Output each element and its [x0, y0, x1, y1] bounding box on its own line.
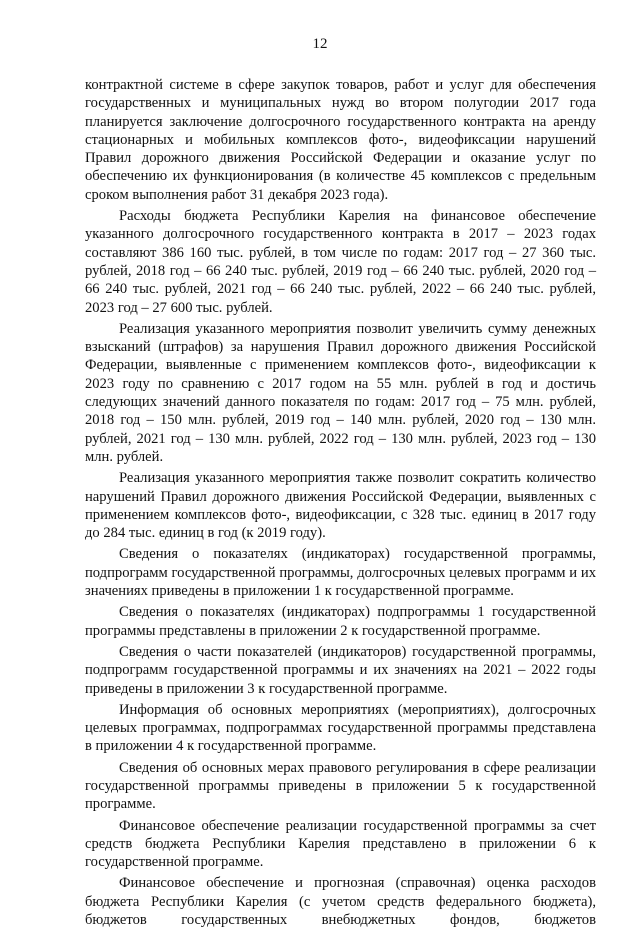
document-body: [85, 76, 596, 932]
paragraph-fines-increase: Реализация указанного мероприятия позволит увеличить сумму денежных взысканий (штрафов) за нарушения Правил дорожного движения Российской Федерации, выявленные с применением комплексов фото-, видеофиксации к 2023 году по сравнению с 2017 годом на 55 млн. рублей в год и достичь следующих значений данного показателя по годам: 2017 год – 75 млн. рублей, 2018 год – 150 млн. рублей, 2019 год – 140 млн. рублей, 2020 год – 130 млн. рублей, 2021 год – 130 млн. рублей, 2022 год – 130 млн. рублей, 2023 год – 130 млн. рублей.: [85, 320, 596, 465]
paragraph-appendix-4: Информация об основных мероприятиях (мероприятиях), долгосрочных целевых программах, подпрограммах государственной программы представлена в приложении 4 к государственной программе.: [85, 701, 596, 755]
paragraph-appendix-1: Сведения о показателях (индикаторах) государственной программы, подпрограмм государственной программы, долгосрочных целевых программ и их значениях приведены в приложении 1 к государственной программе.: [85, 546, 596, 600]
paragraph-forecast-estimate: Финансовое обеспечение и прогнозная (справочная) оценка расходов бюджета Республики Карелия (с учетом средств федерального бюджета), бюджетов государственных внебюджетных фондов, бюджетов: [85, 875, 596, 929]
page-number: 12: [312, 36, 328, 52]
paragraph-budget-expenses: Расходы бюджета Республики Карелия на финансовое обеспечение указанного долгосрочного государственного контракта в 2017 – 2023 годах составляют 386 160 тыс. рублей, в том числе по годам: 2017 год – 27 360 тыс. рублей, 2018 год – 66 240 тыс. рублей, 2019 год – 66 240 тыс. рублей, 2020 год – 66 240 тыс. рублей, 2021 год – 66 240 тыс. рублей, 2022 – 66 240 тыс. рублей, 2023 год – 27 600 тыс. рублей.: [85, 208, 596, 316]
paragraph-appendix-6: Финансовое обеспечение реализации государственной программы за счет средств бюджета Республики Карелия представлено в приложении 6 к государственной программе.: [85, 817, 596, 871]
paragraph-appendix-3: Сведения о части показателей (индикаторов) государственной программы, подпрограмм государственной программы и их значениях на 2021 – 2022 годы приведены в приложении 3 к государственной программе.: [85, 643, 596, 697]
paragraph-appendix-2: Сведения о показателях (индикаторах) подпрограммы 1 государственной программы представлены в приложении 2 к государственной программе.: [85, 604, 596, 639]
paragraph-contract-plan: контрактной системе в сфере закупок товаров, работ и услуг для обеспечения государственных и муниципальных нужд во втором полугодии 2017 года планируется заключение долгосрочного государственного контракта на аренду стационарных и мобильных комплексов фото-, видеофиксации нарушений Правил дорожного движения Российской Федерации и оказание услуг по обеспечению их функционирования (в количестве 45 комплексов с предельным сроком выполнения работ 31 декабря 2023 года).: [85, 77, 596, 203]
paragraph-violations-reduction: Реализация указанного мероприятия также позволит сократить количество нарушений Правил дорожного движения Российской Федерации, выявленных с применением комплексов фото-, видеофиксации, с 328 тыс. единиц в 2017 году до 284 тыс. единиц в год (к 2019 году).: [85, 470, 596, 542]
paragraph-appendix-5: Сведения об основных мерах правового регулирования в сфере реализации государственной программы приведены в приложении 5 к государственной программе.: [85, 759, 596, 813]
